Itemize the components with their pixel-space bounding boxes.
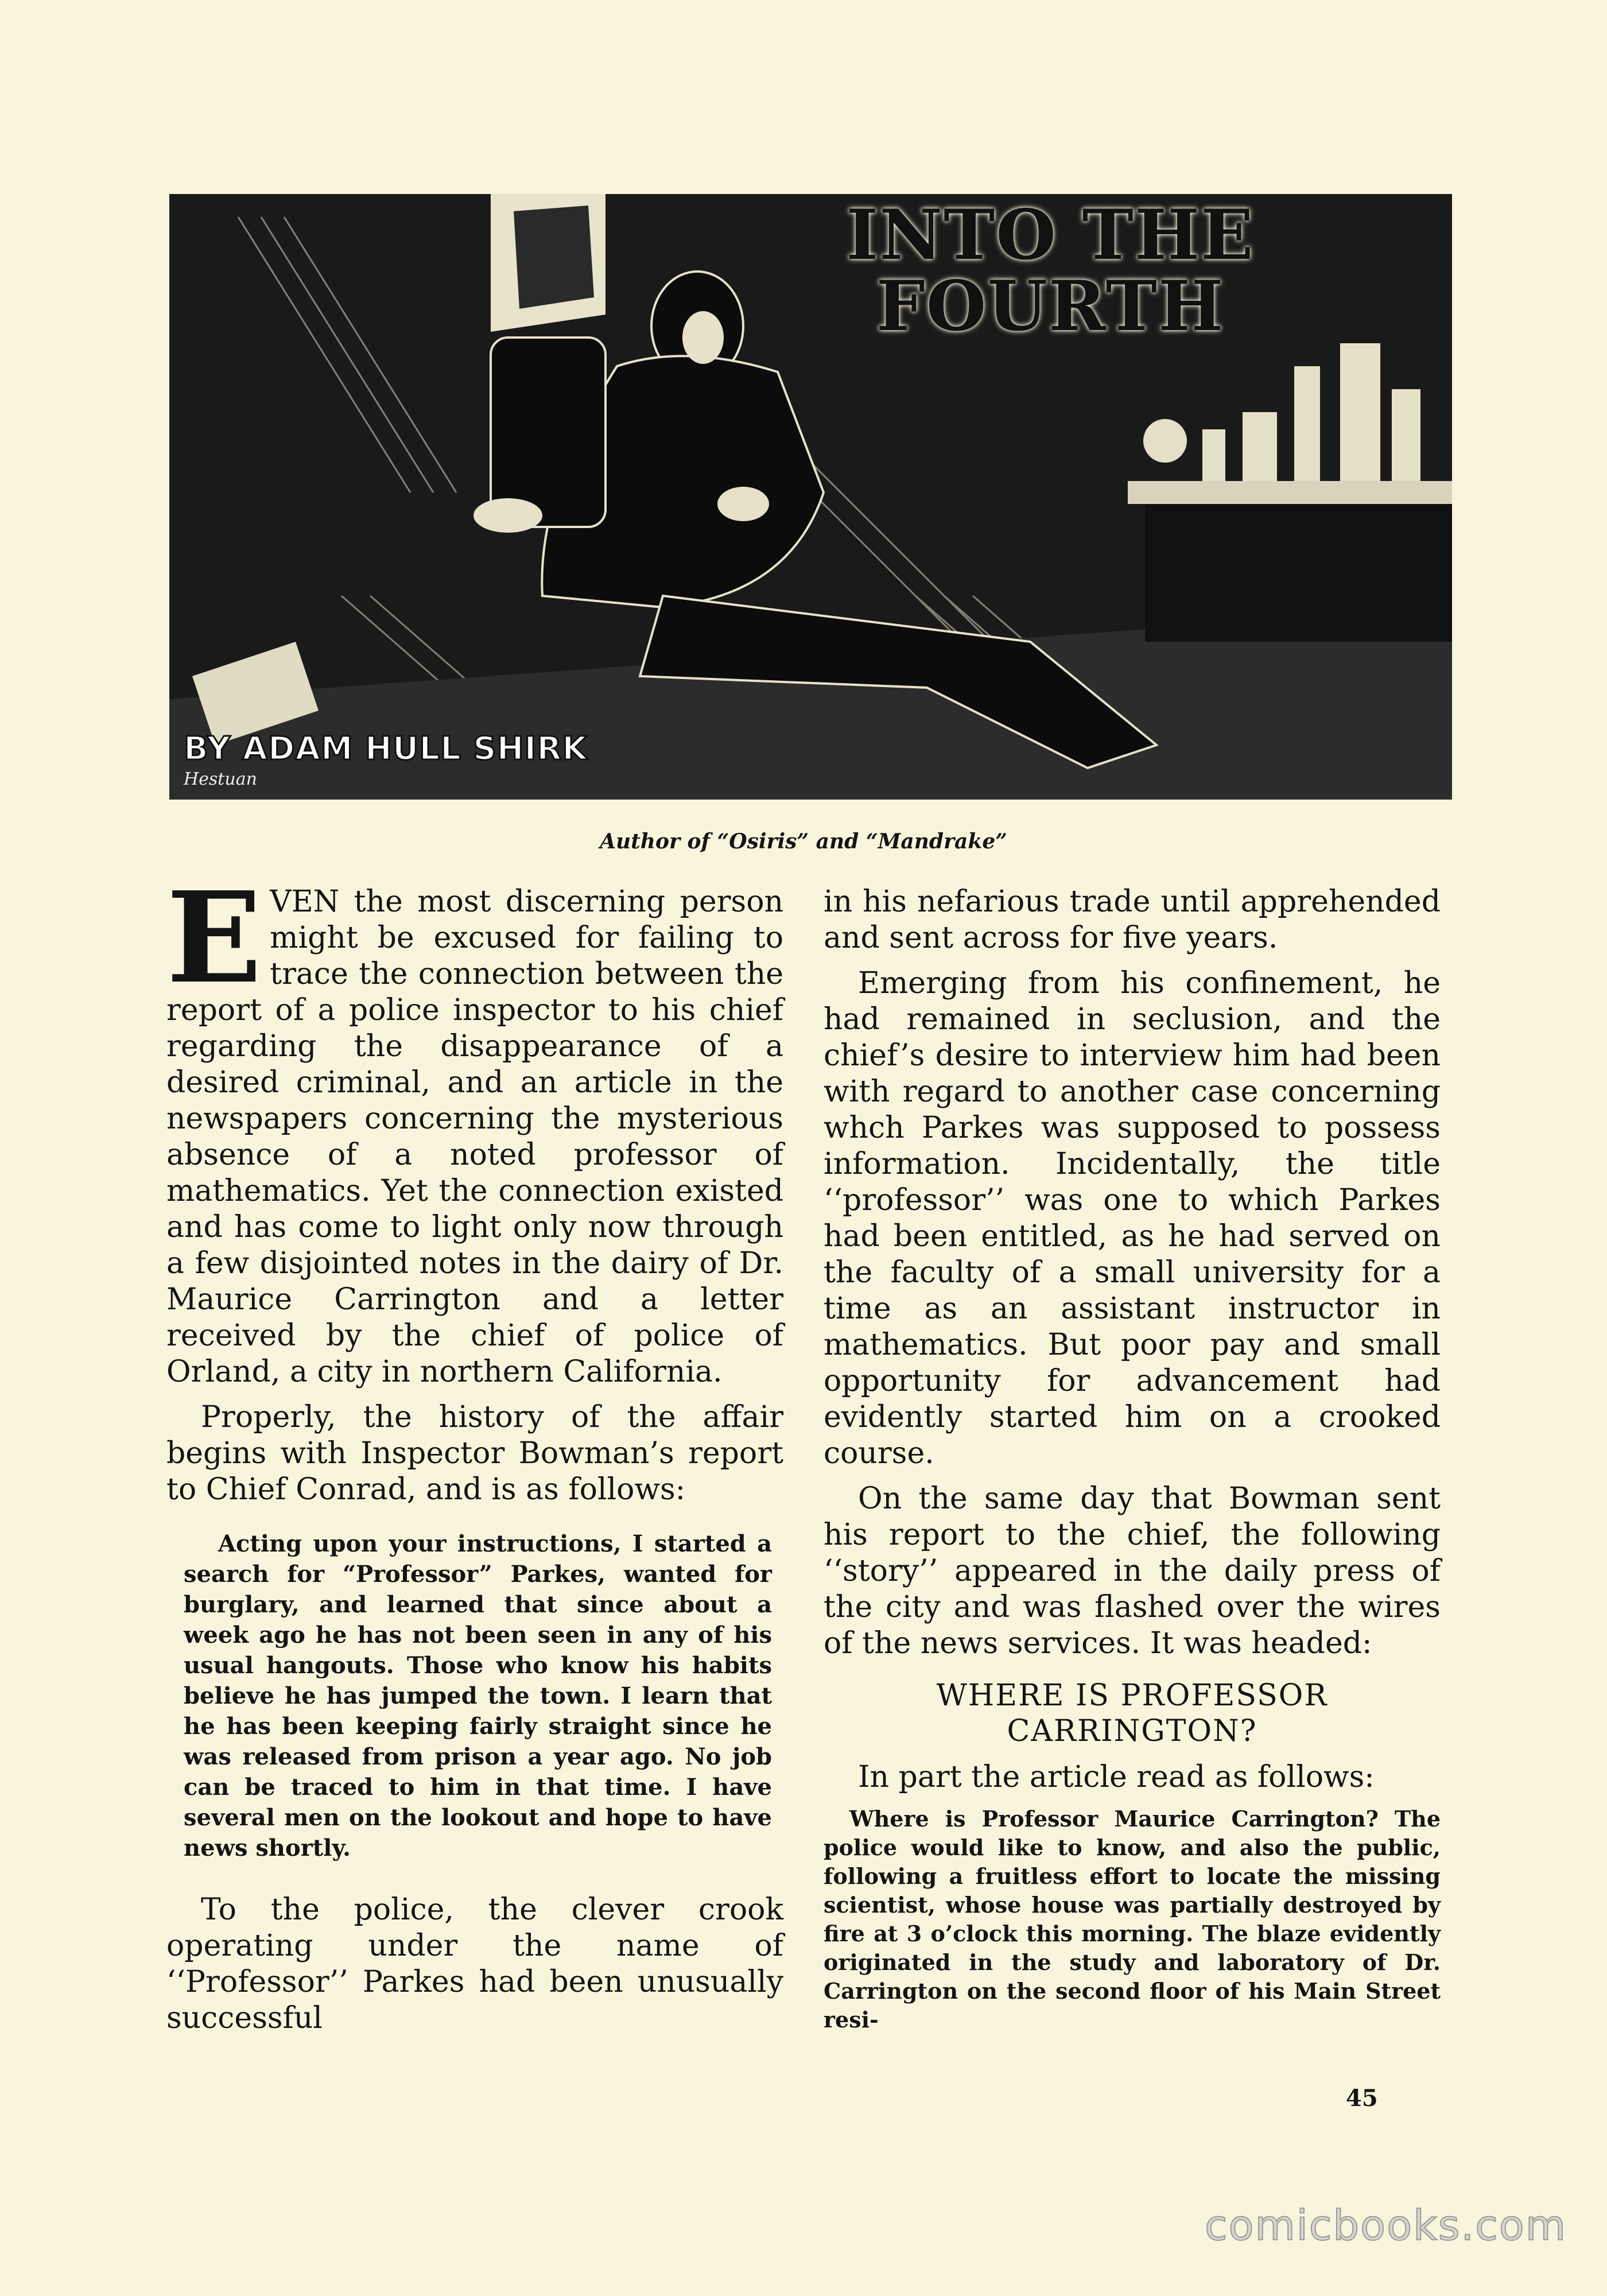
paragraph-opening bbox=[166, 864, 783, 1390]
paragraph: Emerging from his confinement, he had remained in seclusion, and the chief’s desire to interview him had been with regard to another case concerning whch Parkes was supposed to possess information. Incidentally, the title ‘‘professor’’ was one to which Parkes had been entitled, as he had served on the faculty of a small university for a time as an assistant instructor in mathematics. But poor pay and small opportunity for advancement had evidently started him on a crooked course. bbox=[824, 966, 1441, 1471]
artist-signature: Hestuan bbox=[184, 769, 257, 789]
left-column bbox=[166, 864, 783, 2046]
drop-cap: E bbox=[166, 864, 262, 1011]
right-column bbox=[824, 884, 1441, 2034]
page-number: 45 bbox=[1346, 2085, 1378, 2112]
paragraph: To the police, the clever crook operating under the name of ‘‘Professor’’ Parkes had been unusually successful bbox=[166, 1892, 783, 2035]
lab-table bbox=[1128, 481, 1452, 504]
paragraph: in his nefarious trade until apprehended and sent across for five years. bbox=[824, 885, 1441, 955]
paragraph: In part the article read as follows: bbox=[858, 1760, 1375, 1794]
byline: BY ADAM HULL SHIRK bbox=[184, 730, 588, 767]
newspaper-article: Where is Professor Maurice Carrington? The police would like to know, and also the public, following a fruitless effort to locate the missing scientist, whose house was partially destroyed by fire at 3 o’clock this morning. The blaze evidently originated in the study and laboratory of Dr. Carrington on the second floor of his Main Street resi- bbox=[824, 1806, 1441, 2033]
newspaper-headline: WHERE IS PROFESSOR CARRINGTON? bbox=[936, 1678, 1328, 1748]
watermark: comicbooks.com bbox=[1204, 2201, 1567, 2250]
paragraph: On the same day that Bowman sent his report to the chief, the following ‘‘story’’ appeared in the daily press of the city and was flashed over the wires of the news services. It was headed: bbox=[824, 1481, 1441, 1661]
inspector-report: Acting upon your instructions, I started a search for “Professor” Parkes, wanted for burglary, and learned that since about a week ago he has not been seen in any of his usual hangouts. Those who know his habits believe he has jumped the town. I learn that he has been keeping fairly straight since he was released from prison a year ago. No job can be traced to him in that time. I have several men on the lookout and hope to have news shortly. bbox=[184, 1530, 772, 1861]
title-line-1: INTO THE bbox=[846, 195, 1255, 276]
title-line-2: FOURTH bbox=[876, 266, 1225, 347]
opening-text: VEN the most discerning person might be excused for failing to trace the connection between the report of a police inspector to his chief regarding the disappearance of a desired criminal, and an article in the newspapers concerning the mysterious absence of a noted professor of mathematics. Yet the connection existed and has come to light only now through a few disjointed notes in the dairy of Dr. Maurice Carrington and a letter received by the chief of police of Orland, a city in northern California. bbox=[166, 885, 783, 1389]
paragraph: Properly, the history of the affair begins with Inspector Bowman’s report to Chief Conrad, and is as follows: bbox=[166, 1400, 783, 1507]
author-note: Author of “Osiris” and “Mandrake” bbox=[600, 829, 1007, 854]
story-title bbox=[832, 195, 1268, 347]
